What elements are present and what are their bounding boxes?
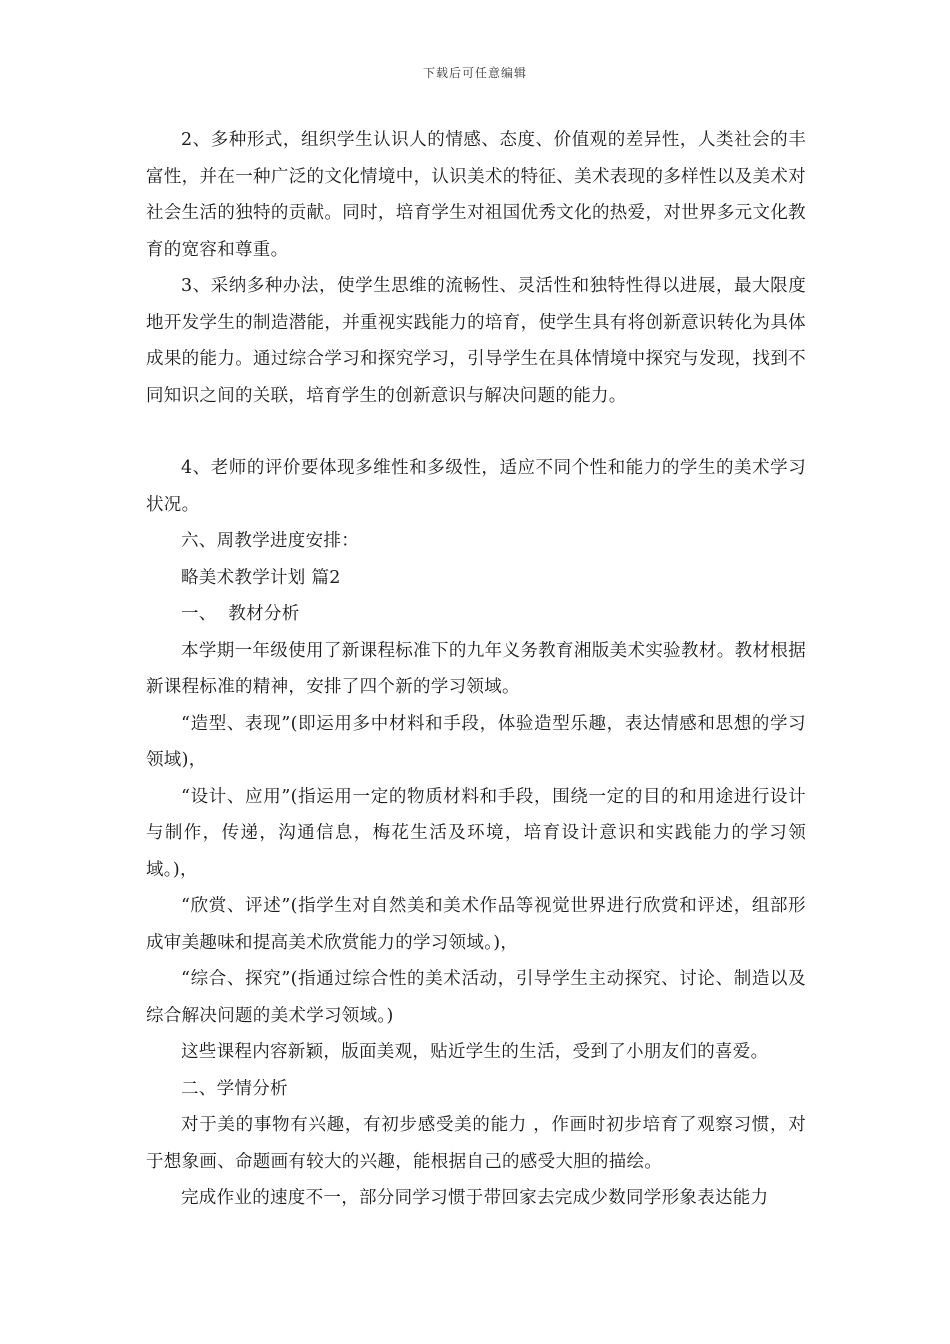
page-header: 下载后可任意编辑 xyxy=(422,66,527,80)
paragraph-spacer xyxy=(146,414,806,450)
paragraph-domain-design: “设计、应用”(指运用一定的物质材料和手段，围绕一定的目的和用途进行设计与制作，传递，沟通信息，梅花生活及环境，培育设计意识和实践能力的学习领域。)， xyxy=(146,786,806,880)
paragraph-learner-speed: 完成作业的速度不一，部分同学习惯于带回家去完成少数同学形象表达能力 xyxy=(181,1188,769,1208)
paragraph-domain-appreciation: “欣赏、评述”(指学生对自然美和美术作品等视觉世界进行欣赏和评述，组部形成审美趣味和提高美术欣赏能力的学习领域。)， xyxy=(146,896,806,953)
paragraph-domain-exploration: “综合、探究”(指通过综合性的美术活动，引导学生主动探究、讨论、制造以及综合解决问题的美术学习领域。) xyxy=(146,969,806,1026)
document-body xyxy=(146,122,806,1217)
section-heading-textbook-analysis: 一、 教材分析 xyxy=(181,604,300,624)
paragraph-domain-modeling: “造型、表现”(即运用多中材料和手段，体验造型乐趣，表达情感和思想的学习领域)， xyxy=(146,713,806,770)
paragraph-3-methods: 3、采纳多种办法，使学生思维的流畅性、灵活性和独特性得以进展，最大限度地开发学生的制造潜能，并重视实践能力的培育，使学生具有将创新意识转化为具体成果的能力。通过综合学习和探究学习，引导学生在具体情境中探究与发现，找到不同知识之间的关联，培育学生的创新意识与解决问题的能力。 xyxy=(146,276,806,406)
section-heading-learner-analysis: 二、学情分析 xyxy=(181,1078,288,1099)
paragraph-2-forms: 2、多种形式，组织学生认识人的情感、态度、价值观的差异性，人类社会的丰富性，并在一种广泛的文化情境中，认识美术的特征、美术表现的多样性以及美术对社会生活的独特的贡献。同时，培育学生对祖国优秀文化的热爱，对世界多元文化教育的宽容和尊重。 xyxy=(146,130,806,260)
paragraph-textbook-intro: 本学期一年级使用了新课程标准下的九年义务教育湘版美术实验教材。教材根据新课程标准的精神，安排了四个新的学习领域。 xyxy=(146,640,806,697)
section-heading-weekly-schedule: 六、周教学进度安排： xyxy=(181,531,359,551)
paragraph-learner-interest: 对于美的事物有兴趣，有初步感受美的能力 ，作画时初步培育了观察习惯，对于想象画、命题画有较大的兴趣，能根据自己的感受大胆的描绘。 xyxy=(146,1115,806,1172)
section-heading-plan-2: 略美术教学计划 篇2 xyxy=(181,567,341,588)
paragraph-content-summary: 这些课程内容新颖，版面美观，贴近学生的生活，受到了小朋友们的喜爱。 xyxy=(181,1042,769,1062)
paragraph-4-evaluation: 4、老师的评价要体现多维性和多级性，适应不同个性和能力的学生的美术学习状况。 xyxy=(146,458,806,515)
